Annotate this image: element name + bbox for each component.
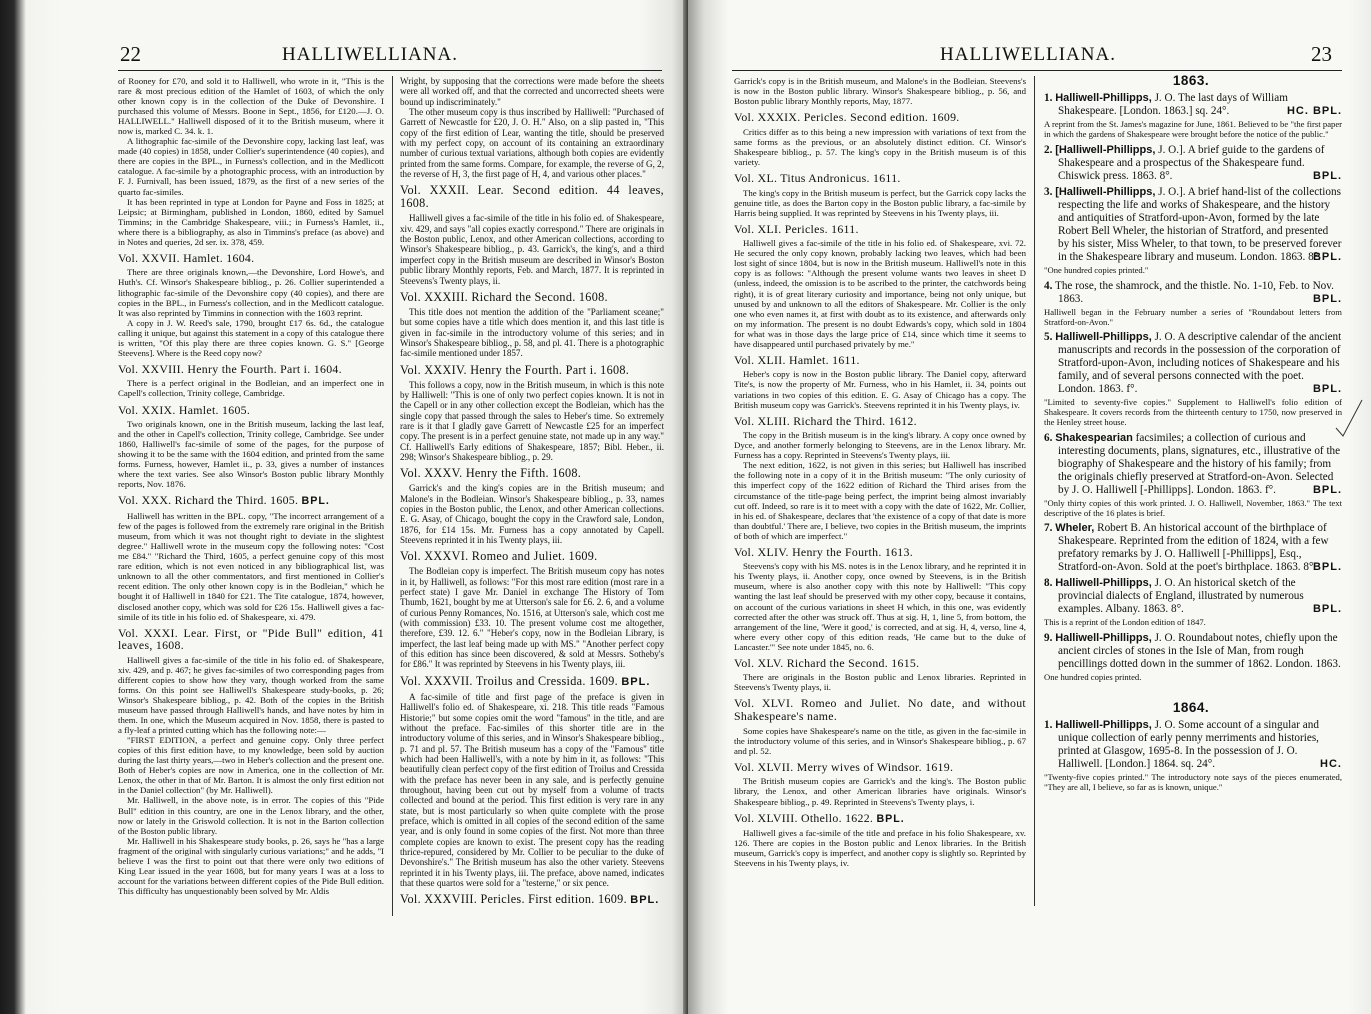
entry-text: J. O. Some account of a singular and unique collection of early penny merriments and histories, printed at Glasgow, 1695-8. In the possession of J. O. Halliwell. [London.] 1864. sq. 24°. <box>1058 719 1319 771</box>
volume-heading-text: Vol. XLV. Richard the Second. 1615. <box>734 655 920 670</box>
library-mark: BPL. <box>876 812 905 825</box>
entry-author: Halliwell-Phillipps, <box>1055 331 1152 344</box>
page-number-left: 22 <box>120 42 141 66</box>
paragraph: Halliwell gives a fac-simile of the title in his folio ed. of Shakespeare, xiv. 429, and p. 467; he gives fac-similes of two corresponding pages from different copies to show how they vary, though worked from the same forms. On this point see Halliwell's Shakespeare study-books, p. 26; Winsor's Shakespeare bibliog., p. 42. Both of the copies in the British museum have passed through Halliwell's hands, and have notes by him in them. In one, which the Museum acquired in Nov. 1858, there is pasted to a fly-leaf a printed cutting which has the following note:— <box>118 654 384 736</box>
volume-heading <box>400 291 664 304</box>
year-heading: 1864. <box>1172 699 1210 715</box>
library-mark: BPL. <box>1312 250 1342 263</box>
paragraph: Some copies have Shakespeare's name on the title, as given in the fac-simile in the introductory volume of this series, and in Winsor's Shakespeare bibliog., p. 67 and pl. 52. <box>734 725 1026 756</box>
library-mark: BPL. <box>1312 383 1342 396</box>
right-page-column-2 <box>1040 73 1342 797</box>
library-mark: BPL. <box>1312 483 1342 496</box>
paragraph: It has been reprinted in type at London for Payne and Foss in 1825; at Leipsic; at Birmingham, published in London, 1860, edited by Samuel Timmins; in the Cambridge Shakespeare, viii.; in Furness's Hamlet, ii., where there is a bibliography, as also in Timmins's preface (as above) and in Notes and queries, 2d ser. ix. 378, 459. <box>118 196 384 247</box>
entry-note: This is a reprint of the London edition of 1847. <box>1044 617 1206 628</box>
volume-heading <box>734 354 1026 367</box>
paragraph: The other museum copy is thus inscribed by Halliwell: "Purchased of Garrett of Newcastle for £20, J. O. H." Also, on a slip pasted in, "This copy of the first edition of Lear, wanting the title, should be preserved with my perfect copy, on account of its containing an extraordinary number of curious textual variations, although both copies are evidently printed from the same forms. Compare, for example, the reverse of G, 2, the reverse of H, 3, the first page of H, 4, and various other places." <box>400 107 664 180</box>
bibliography-entry <box>1040 144 1342 183</box>
paragraph: Mr. Halliwell, in the above note, is in error. The copies of this "Pide Bull" edition in this country, are one in the Lenox library, and the other, now or lately in the Griswold collection. It is not in the Barton collection of the Boston public library. <box>118 795 384 836</box>
entry-number: 3. <box>1044 185 1053 198</box>
volume-heading <box>118 363 384 376</box>
volume-heading <box>118 627 384 652</box>
library-mark: BPL. <box>630 894 660 907</box>
entry-author: Shakespearian <box>1055 431 1133 444</box>
volume-heading-text: Vol. XXXIV. Henry the Fourth. Part i. 1608. <box>400 362 630 377</box>
volume-heading-text: Vol. XXVII. Hamlet. 1604. <box>118 250 255 265</box>
bibliography-entry <box>1040 432 1342 497</box>
paragraph: The next edition, 1622, is not given in this series; but Halliwell has inscribed the following note in a copy of it in the British museum: "The only curiosity of this imperfect copy of the 1622 edition of Richard the Third arises from the circumstance of the title-page being perfect, the imprint being almost invariably cut off. Indeed, so rare is it to meet with a copy with the date of 1622, Mr. Collier, in his ed. of Shakespeare, declares that 'the existence of a copy of that date is more than doubtful.' There are, I believe, two copies in the British museum, the imprints of both of which are imperfect." <box>734 460 1026 541</box>
volume-heading <box>734 111 1026 124</box>
volume-heading <box>118 404 384 417</box>
running-head-right: HALLIWELLIANA. <box>940 44 1116 65</box>
volume-heading-text: Vol. XXXIX. Pericles. Second edition. 1609. <box>734 110 960 125</box>
entry-number: 9. <box>1044 632 1053 645</box>
volume-heading-text: Vol. XXXVII. Troilus and Cressida. 1609. <box>400 673 618 688</box>
volume-heading <box>734 546 1026 559</box>
library-mark: BPL. <box>1312 603 1342 616</box>
volume-heading <box>400 550 664 563</box>
bibliography-entry <box>1040 280 1342 306</box>
volume-heading-text: Vol. XLII. Hamlet. 1611. <box>734 352 860 367</box>
paragraph: Halliwell gives a fac-simile of the title in his folio ed. of Shakespeare, xvi. 72. He secured the only copy known, probably lacking two leaves, which had been lost sight of since 1804, but is now in the British museum. Halliwell's note in this copy is as follows: "Although the present volume wants two leaves in sheet D (unless, indeed, the omission is to be ascribed to the printer, the catchwords being right), it is of great literary curiosity and importance, being not only unique, but unused by and unknown to all the editors of Shakespeare. Mr. Collier is the only one who even names it, at first with doubt as to its existence, and afterwards only on my information. The present is no doubt Edwards's copy, which sold in 1804 for what was in those days the large price of £14, since which time it seems to have disappeared until purchased privately by me." <box>734 238 1026 349</box>
entry-number: 6. <box>1044 431 1053 444</box>
bibliography-entry <box>1040 632 1342 671</box>
paragraph: The Bodleian copy is imperfect. The British museum copy has notes in it, by Halliwell, as follows: "For this most rare edition (most rare in a perfect state) I gave Mr. Daniel in exchange The History of Tom Thumb, 1621, bought by me at Utterson's sale for £6. 2. 6, and a volume of curious Penny Romances, No. 1516, at Utterson's sale, which cost me (with commission) £33. 10. The present volume cost me altogether, therefore, £39. 12. 6." "Heber's copy, now in the Bodleian Library, is imperfect, the last leaf being made up with MS." "Another perfect copy of this edition has since been discovered, & sold at Messrs. Sotheby's for £86." It was reprinted by Steevens in his Twenty plays, iii. <box>400 566 664 670</box>
entry-author: Halliwell-Phillipps, <box>1055 719 1152 732</box>
entry-note: One hundred copies printed. <box>1044 672 1142 683</box>
paragraph: Heber's copy is now in the Boston public library. The Daniel copy, afterward Tite's, is now the property of Mr. Furness, who in his Hamlet, ii. 34, points out variations in two copies of this edition. E. G. Asay of Chicago has a copy. The British museum copy was Garrick's. Steevens reprinted it in his Twenty plays, iv. <box>734 369 1026 410</box>
entry-text: Robert B. An historical account of the birthplace of Shakespeare. Reprinted from the edition of 1824, with a few prefatory remarks by J. O. Halliwell [-Phillipps], Esq., Stratford-on-Avon. Sold at the poet's birthplace. 1863. 8°. <box>1058 522 1329 574</box>
running-head-left: HALLIWELLIANA. <box>282 44 458 65</box>
head-rule-right <box>732 70 1342 71</box>
paragraph: A fac-simile of title and first page of the preface is given in Halliwell's folio ed. of Shakespeare, xi. 218. This title reads "Famous Historie;" but some copies omit the word "famous" in the title, and are without the preface. Fac-similes of this shorter title are in the introductory volume of this series, and in Winsor's Shakespeare bibliog., p. 71 and pl. 57. The British museum has a copy of the "Famous" title which had been Halliwell's, with a note by him in it, as follows: "This beautifully clean perfect copy of the first edition of Troilus and Cressida with the preface has never been in any sale, and is perfectly genuine throughout, having been cut out by myself from a volume of tracts collected and bound at the period. This first edition is very rare in any state, but is most particularly so when quite complete with the prose preface, which is omitted in all copies of the second edition of the same year, and is only found in some copies of the first. Not more than three complete copies are known to exist. The present copy has the reading thrice-repured, considered by Mr. Collier to be peculiar to the duke of Devonshire's." The British museum has also the other variety. Steevens reprinted it in his Twenty plays, iii. The preface, above named, indicates that these quartos were sold for a "testerne," or six pence. <box>400 691 664 888</box>
volume-heading-text: Vol. XLI. Pericles. 1611. <box>734 221 859 236</box>
paragraph: Wright, by supposing that the corrections were made before the sheets were all worked off, and that the corrected and uncorrected sheets were bound up indiscriminately." <box>400 76 664 107</box>
entry-note: A reprint from the St. James's magazine for June, 1861. Believed to be "the first paper in which the gardens of Shakespeare were brought before the notice of the public." <box>1044 119 1342 140</box>
entry-text: The rose, the shamrock, and the thistle. No. 1-10, Feb. to Nov. 1863. <box>1055 279 1334 305</box>
right-page-column-1 <box>734 76 1026 868</box>
volume-heading <box>400 893 664 907</box>
volume-heading <box>734 812 1026 826</box>
paragraph: A copy in J. W. Reed's sale, 1790, brought £17 6s. 6d., the catalogue calling it unique, but against this statement in a copy of this catalogue there is written, "Of this play there are three copies known. G. S." [George Steevens]. Where is the Reed copy now? <box>118 317 384 358</box>
volume-heading-text: Vol. XLIII. Richard the Third. 1612. <box>734 413 917 428</box>
entry-author: [Halliwell-Phillipps, <box>1055 185 1156 198</box>
entry-text: J. O. The last days of William Shakespeare. [London. 1863.] sq. 24°. <box>1058 92 1288 118</box>
volume-heading-text: Vol. XLVIII. Othello. 1622. <box>734 810 874 825</box>
paragraph: Halliwell gives a fac-simile of the title in his folio ed. of Shakespeare, xiv. 429, and says "all copies exactly correspond." There are originals in the Boston public, Lenox, and other American collections, according to Winsor's Shakespeare bibliog., p. 43. Garrick's, the king's, and a third imperfect copy in the British museum are described in Winsor's Boston public library Monthly reports, Feb. and March, 1877. It is reprinted in Steevens's Twenty plays, ii. <box>400 213 664 286</box>
entry-text: J. O. An historical sketch of the provincial dialects of England, illustrated by numerous examples. Albany. 1863. 8°. <box>1058 577 1304 616</box>
paragraph: Halliwell gives a fac-simile of the title and preface in his folio Shakespeare, xv. 126. There are copies in the Boston public and Lenox libraries. In the British museum, Garrick's copy is imperfect, and another copy is slightly so. Reprinted by Steevens in his Twenty plays, iv. <box>734 828 1026 869</box>
volume-heading-text: Vol. XLIV. Henry the Fourth. 1613. <box>734 544 913 559</box>
entry-text: J. O.]. A brief guide to the gardens of Shakespeare and a prospectus of the Shakespeare fund. Chiswick press. 1863. 8°. <box>1058 143 1325 182</box>
column-divider-left <box>392 76 393 916</box>
entry-author: Halliwell-Phillipps, <box>1055 92 1152 105</box>
volume-heading-text: Vol. XXXIII. Richard the Second. 1608. <box>400 289 608 304</box>
volume-heading <box>734 697 1026 722</box>
bibliography-entry <box>1040 186 1342 264</box>
volume-heading-text: Vol. XLVII. Merry wives of Windsor. 1619. <box>734 759 954 774</box>
paragraph: Critics differ as to this being a new impression with variations of text from the same forms as the previous, or an absolutely distinct edition. Cf. Winsor's Shakespeare bibliog., p. 57. The king's copy in the British museum is of this variety. <box>734 126 1026 167</box>
volume-heading <box>734 223 1026 236</box>
paragraph: Mr. Halliwell in his Shakespeare study books, p. 26, says he "has a large fragment of the original with singularly curious variations;" and he adds, "I believe I was the first to point out that there were only two editions of King Lear issued in the year 1608, but for many years I was at a loss to account for the variations between different copies of the Pide Bull edition. This difficulty has unquestionably been solved by Mr. Aldis <box>118 835 384 896</box>
left-page-column-2 <box>400 76 664 910</box>
library-mark: BPL. <box>1312 561 1342 574</box>
library-mark: BPL. <box>301 495 330 508</box>
entry-note: "Twenty-five copies printed." The introductory note says of the pieces enumerated, "They are all, I believe, so far as is known, unique." <box>1044 772 1342 793</box>
paragraph: This follows a copy, now in the British museum, in which is this note by Halliwell: "This is one of only two perfect copies known. It is not in the Capell or in any other collection except the Bodleian, which has the single copy that passed through the sales to Heber's time. So extremely rare is it that I gladly gave Garrett of Newcastle £25 for an imperfect copy. The present is in a perfect genuine state, not made up in any way." Cf. Halliwell's Early editions of Shakespeare, 1857; Bibl. Heber., ii. 298; Winsor's Shakespeare bibliog., p. 29. <box>400 379 664 462</box>
volume-heading <box>118 494 384 508</box>
volume-heading-text: Vol. XLVI. Romeo and Juliet. No date, and without Shakespeare's name. <box>734 696 1026 724</box>
entry-text: J. O.]. A brief hand-list of the collections respecting the life and works of Shakespeare, and the history and antiquities of Stratford-upon-Avon, formed by the late Robert Bell Wheler, the historian of Stratford, and presented by his sister, Miss Wheler, to that town, to be preserved forever in the Shakespeare library and museum. London. 1863. 8°. <box>1058 185 1342 263</box>
paragraph: There are originals in the Boston public and Lenox libraries. Reprinted in Steevens's Twenty plays, ii. <box>734 672 1026 693</box>
page-number-right: 23 <box>1311 42 1332 66</box>
entry-note: "Limited to seventy-five copies." Supplement to Halliwell's folio edition of Shakespeare. It covers records from the thirteenth century to 1750, now preserved in the Henley street house. <box>1044 397 1342 427</box>
paragraph: The British museum copies are Garrick's and the king's. The Boston public library, the Lenox, and other American libraries have originals. Winsor's Shakespeare bibliog., p. 49. Reprinted in Steevens's Twenty plays, i. <box>734 776 1026 807</box>
entry-text: facsimiles; a collection of curious and interesting documents, plans, signatures, etc., illustrative of the biography of Shakespeare and the history of his family; from the originals chiefly preserved at Stratford-on-Avon. Selected by J. O. Halliwell [-Phillipps]. London. 1863. f°. <box>1058 431 1341 496</box>
library-mark: HC. <box>1320 758 1342 771</box>
entry-note: Halliwell began in the February number a series of "Roundabout letters from Stratford-on-Avon." <box>1044 306 1342 327</box>
paragraph: Two originals known, one in the British museum, lacking the last leaf, and the other in Capell's collection, Trinity college, Cambridge. See under 1860, Halliwell's fac-simile of some of the pages, for the purpose of showing it to be the same with the 1604 edition, and printed from the same forms. Furness, however, Hamlet ii., p. 33, gives a number of instances where the text varies. See also Winsor's Boston public library Monthly reports, Nov. 1876. <box>118 419 384 490</box>
paragraph: Garrick's copy is in the British museum, and Malone's in the Bodleian. Steevens's is now in the Boston public library. Winsor's Shakespeare bibliog., p. 56, and Boston public library Monthly reports, May, 1877. <box>734 76 1026 107</box>
paragraph: There is a perfect original in the Bodleian, and an imperfect one in Capell's collection, Trinity college, Cambridge. <box>118 378 384 399</box>
volume-heading <box>400 675 664 689</box>
volume-heading-text: Vol. XXX. Richard the Third. 1605. <box>118 493 299 508</box>
entry-number: 2. <box>1044 143 1053 156</box>
bibliography-entry <box>1040 522 1342 574</box>
paragraph: "FIRST EDITION, a perfect and genuine copy. Only three perfect copies of this first edition have, to my knowledge, been sold by auction during the last thirty years,—two in Heber's collection and the present one. Both of Heber's copies are now in America, one in the collection of Mr. Lenox, the other in that of Mr. Barton. It is almost the only first edition not in the Daniel collection" (by Mr. Halliwell). <box>118 735 384 796</box>
column-divider-right <box>1034 76 1035 906</box>
entry-number: 4. <box>1044 279 1053 292</box>
entry-note: "One hundred copies printed." <box>1044 264 1149 275</box>
library-mark: HC. BPL. <box>1286 105 1342 118</box>
entry-number: 1. <box>1044 92 1053 105</box>
volume-heading <box>400 184 664 210</box>
entry-text: J. O. A descriptive calendar of the ancient manuscripts and records in the possession of the corporation of Stratford-upon-Avon, including notices of Shakespeare and his family, and of several persons connected with the poet. London. 1863. f°. <box>1058 331 1342 396</box>
volume-heading-text: Vol. XXXII. Lear. Second edition. 44 leaves, 1608. <box>400 183 664 211</box>
entry-number: 1. <box>1044 719 1053 732</box>
bibliography-entry <box>1040 577 1342 616</box>
volume-heading-text: Vol. XXIX. Hamlet. 1605. <box>118 402 251 417</box>
volume-heading-text: Vol. XXXV. Henry the Fifth. 1608. <box>400 466 582 481</box>
volume-heading-text: Vol. XL. Titus Andronicus. 1611. <box>734 170 901 185</box>
volume-heading <box>734 172 1026 185</box>
paragraph: Halliwell has written in the BPL. copy, "The incorrect arrangement of a few of the pages is followed from the extremely rare original in the British museum, from which it was not thought right to deviate in the slightest degree." Halliwell wrote in the museum copy the following notes: "Cost me £84." "Richard the Third, 1605, a perfect genuine copy of this most rare edition, which is not even noticed in any bibliographical list, was unknown to all the other commentators, and first mentioned in Collier's recent edition. The only other known copy is in the Bodleian," which he bought it of Halliwell in 1840 for £21. The Tite catalogue, 1874, however, disclosed another copy, which was sold for £26 15s. Halliwell gives a fac-simile of its title in his folio ed. of Shakespeare, xi. 479. <box>118 511 384 622</box>
volume-heading-text: Vol. XXXVIII. Pericles. First edition. 1609. <box>400 892 627 907</box>
volume-heading <box>734 657 1026 670</box>
entry-number: 5. <box>1044 331 1053 344</box>
right-page <box>688 0 1371 1014</box>
volume-heading <box>734 761 1026 774</box>
library-mark: BPL. <box>1312 169 1342 182</box>
entry-text: J. O. Roundabout notes, chiefly upon the ancient circles of stones in the Isle of Man, from rough pencillings dotted down in the summer of 1862. London. 1863. <box>1058 632 1341 671</box>
paragraph: Steevens's copy with his MS. notes is in the Lenox library, and he reprinted it in his Twenty plays, ii. Another copy, once owned by Steevens, is in the British museum, where is also another copy with this note by Halliwell: "This copy wanting the last leaf should be preserved with my other copy, because it contains, on account of the curious variations in sheet H which, in this one, was evidently corrected after the other was struck off. Thus at sig. H, 1, line 5, from bottom, the arrangement of the line, 'Were it good,' is corrected, and at sig. H, 4, verso, line 4, where every other copy of this edition reads, 'He came but to the duke of Lancaster.'" See note under 1845, no. 6. <box>734 561 1026 652</box>
entry-author: [Halliwell-Phillipps, <box>1055 143 1156 156</box>
entry-author: Wheler, <box>1055 522 1095 535</box>
bibliography-entry <box>1040 331 1342 396</box>
volume-heading <box>400 364 664 377</box>
paragraph: The copy in the British museum is in the king's library. A copy once owned by Dyce, and another formerly belonging to Steevens, are in the Lenox library. Mr. Furness has a copy. Reprinted in Steevens's Twenty plays, iii. <box>734 430 1026 461</box>
entry-number: 7. <box>1044 522 1053 535</box>
left-page-column-1 <box>118 76 384 896</box>
library-mark: BPL. <box>621 675 651 688</box>
volume-heading <box>734 415 1026 428</box>
volume-heading-text: Vol. XXXI. Lear. First, or "Pide Bull" edition, 41 leaves, 1608. <box>118 625 384 653</box>
paragraph: Garrick's and the king's copies are in the British museum; and Malone's in the Bodleian. Winsor's Shakespeare bibliog., p. 33, names copies in the Boston public, the Lenox, and other American collections. E. G. Asay, of Chicago, bought the copy in the Crawford sale, London, 1876, for £14 15s. Mr. Furness has a copy annotated by Capell. Steevens reprinted it in his Twenty plays, iii. <box>400 483 664 546</box>
paragraph: There are three originals known,—the Devonshire, Lord Howe's, and Huth's. Cf. Winsor's Shakespeare bibliog., p. 26. Collier superintended a lithographic fac-simile of the Devonshire copy (40 copies), and there are copies in the BPL., in Furness's collection, and in the Medlicott catalogue. It was also reprinted by Timmins in connection with the 1603 reprint. <box>118 267 384 318</box>
entry-author: Halliwell-Phillipps, <box>1055 577 1152 590</box>
volume-heading-text: Vol. XXVIII. Henry the Fourth. Part i. 1604. <box>118 361 342 376</box>
paragraph: A lithographic fac-simile of the Devonshire copy, lacking last leaf, was made (40 copies) in 1858, under Collier's superintendence (40 copies), and there are copies in the BPL., in Furness's collection, and in the Medlicott catalogue. A fac-simile by a photographic process, with an introduction by F. J. Furnivall, has been issued, 1879, as the first of a new series of the quarto fac-similes. <box>118 136 384 197</box>
volume-heading <box>400 467 664 480</box>
volume-heading-text: Vol. XXXVI. Romeo and Juliet. 1609. <box>400 549 598 564</box>
volume-heading <box>118 252 384 265</box>
bibliography-entry <box>1040 719 1342 771</box>
year-heading: 1863. <box>1172 73 1210 88</box>
paragraph: of Rooney for £70, and sold it to Halliwell, who wrote in it, "This is the rare & most precious edition of the Hamlet of 1603, of which the only other known copy is in the collection of the Duke of Devonshire. I purchased this volume of Messrs. Boone in Sept., 1856, for £120.—J. O. HALLIWELL." Halliwell disposed of it to the British museum, where it now is, marked C. 34. k. 1. <box>118 76 384 137</box>
entry-number: 8. <box>1044 577 1053 590</box>
pencil-tick-mark <box>1334 398 1364 438</box>
head-rule-left <box>118 70 662 71</box>
paragraph: The king's copy in the British museum is perfect, but the Garrick copy lacks the genuine title, as does the Barton copy in the Boston public library, a fac-simile by Harris being supplied. It was reprinted by Steevens in his Twenty plays, iii. <box>734 187 1026 218</box>
paragraph: This title does not mention the addition of the "Parliament sceane;" but some copies have a title which does mention it, and this last title is given in fac-simile in the introductory volume of this series; and in Winsor's Shakespeare bibliog., p. 58, and pl. 41. There is a photographic fac-simile mentioned under 1857. <box>400 306 664 359</box>
entry-author: Halliwell-Phillipps, <box>1055 632 1152 645</box>
entry-note: "Only thirty copies of this work printed. J. O. Halliwell, November, 1863." The text descriptive of the 16 plates is brief. <box>1044 497 1342 518</box>
library-mark: BPL. <box>1312 292 1342 305</box>
bibliography-entry <box>1040 92 1342 118</box>
